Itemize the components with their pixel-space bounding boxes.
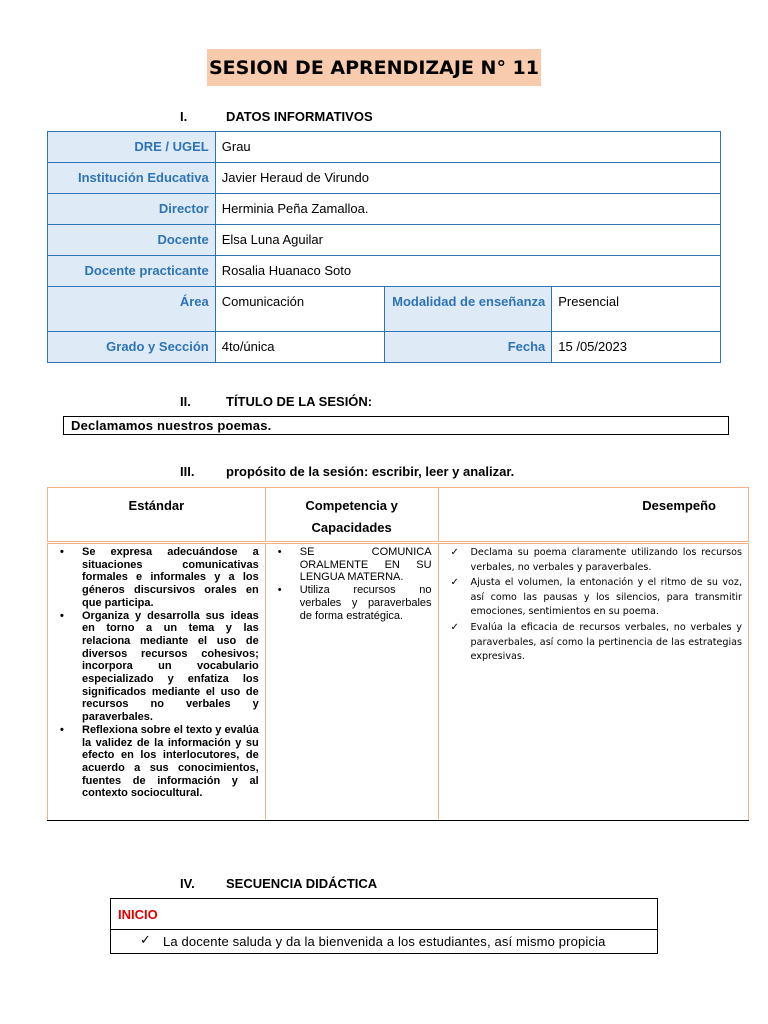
list-item: • Organiza y desarrolla sus ideas en torno a un tema y las relaciona mediante el uso de diversos recursos cohesivos; incorpora un vocabulario especializado y enfatiza los significados mediante el uso de recursos no verbales y paraverbales. [82, 610, 259, 724]
desempeno-cell [438, 543, 748, 821]
datos-informativos-table [47, 131, 721, 363]
section-number: III. [180, 464, 195, 479]
modalidad-value: Presencial [552, 287, 721, 332]
list-item: • SE COMUNICA ORALMENTE EN SU LENGUA MATERNA. [300, 546, 432, 584]
header-desempeno: Desempeño [438, 488, 748, 543]
dre-value: Grau [215, 132, 720, 163]
inicio-label: INICIO [111, 899, 658, 930]
list-item: • Se expresa adecuándose a situaciones comunicativas formales e informales y a los géneros discursivos orales en que participa. [82, 546, 259, 610]
section-number: I. [180, 109, 188, 124]
list-item: ✓ Declama su poema claramente utilizando los recursos verbales, no verbales y paraverbales. [471, 546, 742, 575]
docente-value: Elsa Luna Aguilar [215, 225, 720, 256]
inicio-text: La docente saluda y da la bienvenida a los estudiantes, así mismo propicia [163, 934, 606, 949]
section-number: II. [180, 394, 191, 409]
grado-label: Grado y Sección [48, 332, 216, 363]
check-icon: ✓ [140, 933, 152, 948]
list-item: ✓ Ajusta el volumen, la entonación y el ritmo de su voz, así como las pausas y los silencios, para transmitir emociones, sentimientos en su poema. [471, 576, 742, 620]
list-item: • Reflexiona sobre el texto y evalúa la validez de la información y su efecto en los interlocutores, de acuerdo a sus conocimientos, fuentes de información y al contexto sociocultural. [82, 724, 259, 800]
docente-label: Docente [48, 225, 216, 256]
ie-label: Institución Educativa [48, 163, 216, 194]
ie-value: Javier Heraud de Virundo [215, 163, 720, 194]
section-number: IV. [180, 876, 195, 891]
list-item: ✓ Evalúa la eficacia de recursos verbales, no verbales y paraverbales, así como la pertinencia de las estrategias expresivas. [471, 621, 742, 665]
header-estandar: Estándar [48, 488, 266, 543]
director-label: Director [48, 194, 216, 225]
header-competencia: Competencia y Capacidades [265, 488, 438, 543]
director-value: Herminia Peña Zamalloa. [215, 194, 720, 225]
dre-label: DRE / UGEL [48, 132, 216, 163]
area-value: Comunicación [215, 287, 384, 332]
session-title-banner: SESION DE APRENDIZAJE N° 11 [207, 49, 541, 86]
grado-value: 4to/única [215, 332, 384, 363]
competencia-cell [265, 543, 438, 821]
area-label: Área [48, 287, 216, 332]
section-label: propósito de la sesión: escribir, leer y analizar. [226, 464, 515, 479]
practicante-value: Rosalia Huanaco Soto [215, 256, 720, 287]
inicio-row [111, 930, 658, 954]
fecha-label: Fecha [384, 332, 552, 363]
section-label: DATOS INFORMATIVOS [226, 109, 373, 124]
secuencia-table [110, 898, 658, 954]
section-label: TÍTULO DE LA SESIÓN: [226, 394, 373, 409]
fecha-value: 15 /05/2023 [552, 332, 721, 363]
modalidad-label: Modalidad de enseñanza [384, 287, 552, 332]
list-item: • Utiliza recursos no verbales y paraverbales de forma estratégica. [300, 584, 432, 622]
competencias-table [47, 487, 749, 821]
practicante-label: Docente practicante [48, 256, 216, 287]
estandar-cell [48, 543, 266, 821]
session-title-box: Declamamos nuestros poemas. [63, 416, 729, 435]
section-label: SECUENCIA DIDÁCTICA [226, 876, 378, 891]
